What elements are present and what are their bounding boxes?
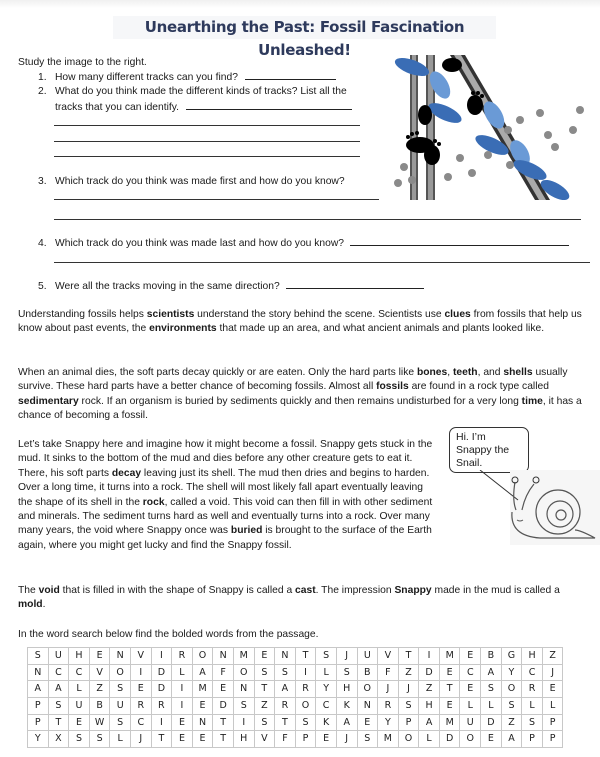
grid-cell[interactable]: T bbox=[439, 681, 460, 698]
bold-word: void bbox=[38, 585, 60, 596]
grid-cell[interactable]: T bbox=[213, 731, 234, 748]
grid-cell[interactable]: L bbox=[460, 698, 481, 715]
grid-cell[interactable]: S bbox=[48, 698, 69, 715]
grid-cell[interactable]: X bbox=[48, 731, 69, 748]
text: , called a void. This void can then fill in with other sediment and minerals. The sediment turns hard as well and eventually turns into a rock. Over many many years, the void where Snappy once was bbox=[18, 496, 433, 537]
grid-cell[interactable]: S bbox=[28, 648, 49, 665]
grid-cell[interactable]: O bbox=[501, 681, 522, 698]
grid-cell[interactable]: S bbox=[295, 714, 316, 731]
bold-word: mold bbox=[18, 599, 43, 611]
text: are found in a rock type called bbox=[408, 381, 549, 393]
grid-cell[interactable]: G bbox=[501, 648, 522, 665]
grid-cell[interactable]: T bbox=[151, 731, 172, 748]
grid-cell[interactable]: S bbox=[501, 698, 522, 715]
grid-cell[interactable]: J bbox=[130, 731, 151, 748]
answer-blank-2a[interactable] bbox=[186, 100, 352, 110]
bold-word: fossils bbox=[376, 381, 409, 393]
text: that is filled in with the shape of Snappy is called a bbox=[59, 585, 296, 596]
grid-cell[interactable]: E bbox=[481, 731, 502, 748]
grid-cell[interactable]: I bbox=[172, 698, 193, 715]
grid-cell[interactable]: A bbox=[28, 681, 49, 698]
question-1 bbox=[38, 70, 336, 85]
text: , it has a chance of becoming a fossil. bbox=[18, 395, 582, 422]
grid-cell[interactable]: L bbox=[481, 698, 502, 715]
grid-cell[interactable]: Z bbox=[89, 681, 110, 698]
grid-cell[interactable]: S bbox=[398, 698, 419, 715]
grid-cell[interactable]: I bbox=[151, 648, 172, 665]
grid-cell[interactable]: N bbox=[275, 648, 296, 665]
grid-cell[interactable]: E bbox=[172, 714, 193, 731]
grid-cell[interactable]: M bbox=[233, 648, 254, 665]
bold-word: teeth bbox=[453, 367, 478, 378]
grid-cell[interactable]: H bbox=[336, 681, 357, 698]
text: , and bbox=[477, 367, 504, 378]
grid-cell[interactable]: P bbox=[522, 731, 543, 748]
bold-word: cast bbox=[295, 585, 316, 596]
grid-cell[interactable]: I bbox=[233, 714, 254, 731]
grid-cell[interactable]: S bbox=[275, 664, 296, 681]
grid-cell[interactable]: A bbox=[275, 681, 296, 698]
grid-cell[interactable]: B bbox=[89, 698, 110, 715]
grid-cell[interactable]: H bbox=[233, 731, 254, 748]
grid-cell[interactable]: P bbox=[398, 714, 419, 731]
grid-cell[interactable]: B bbox=[481, 648, 502, 665]
grid-cell[interactable]: O bbox=[357, 681, 378, 698]
grid-cell[interactable]: W bbox=[89, 714, 110, 731]
grid-cell[interactable]: L bbox=[316, 664, 337, 681]
text: that made up an area, and what ancient animals and plants looked like. bbox=[216, 323, 545, 335]
grid-cell[interactable]: R bbox=[172, 648, 193, 665]
bold-word: shells bbox=[503, 367, 533, 378]
grid-row bbox=[28, 681, 563, 698]
grid-cell[interactable]: N bbox=[110, 648, 131, 665]
grid-cell[interactable]: V bbox=[378, 648, 399, 665]
grid-cell[interactable]: S bbox=[522, 714, 543, 731]
text: , bbox=[447, 367, 453, 378]
grid-cell[interactable]: J bbox=[542, 664, 563, 681]
grid-cell[interactable]: Z bbox=[501, 714, 522, 731]
text: is brought to the surface of the Earth again, where you might get lucky and find the Snappy fossil. bbox=[18, 525, 432, 551]
grid-cell[interactable]: I bbox=[130, 664, 151, 681]
grid-cell[interactable]: S bbox=[69, 731, 90, 748]
grid-cell[interactable]: L bbox=[69, 681, 90, 698]
grid-cell[interactable]: D bbox=[439, 731, 460, 748]
grid-cell[interactable]: O bbox=[192, 648, 213, 665]
text: understand the story behind the scene. Scientists use bbox=[194, 309, 445, 320]
grid-cell[interactable]: L bbox=[419, 731, 440, 748]
text: made in the mud is called a bbox=[431, 585, 560, 596]
grid-cell[interactable]: C bbox=[316, 698, 337, 715]
grid-cell[interactable]: O bbox=[233, 664, 254, 681]
paragraph-cast-mold bbox=[18, 584, 588, 613]
grid-cell[interactable]: M bbox=[192, 681, 213, 698]
answer-line-2c[interactable] bbox=[54, 141, 360, 142]
grid-cell[interactable]: S bbox=[110, 714, 131, 731]
grid-cell[interactable]: E bbox=[192, 731, 213, 748]
grid-cell[interactable]: A bbox=[501, 731, 522, 748]
grid-cell[interactable]: D bbox=[419, 664, 440, 681]
text: Let’s take Snappy here and imagine how it might become a fossil. Snappy gets stuck in the mud. It sinks to the bottom of the mud and dies before any other creature gets to eat it. There, his soft parts bbox=[18, 439, 433, 479]
question-text: How many different tracks can you find? bbox=[55, 72, 238, 83]
grid-cell[interactable]: R bbox=[378, 698, 399, 715]
grid-cell[interactable]: K bbox=[336, 698, 357, 715]
wordsearch-instruction: In the word search below find the bolded words from the passage. bbox=[18, 629, 319, 640]
bold-word: Snappy bbox=[394, 585, 432, 596]
question-4 bbox=[38, 236, 569, 251]
grid-cell[interactable]: E bbox=[69, 714, 90, 731]
grid-cell[interactable]: F bbox=[275, 731, 296, 748]
grid-cell[interactable]: D bbox=[213, 698, 234, 715]
grid-cell[interactable]: L bbox=[522, 698, 543, 715]
grid-cell[interactable]: M bbox=[439, 714, 460, 731]
page-top-shade bbox=[0, 0, 600, 8]
page-title: Unearthing the Past: Fossil Fascination Unleashed! bbox=[113, 16, 496, 39]
grid-cell[interactable]: C bbox=[48, 664, 69, 681]
grid-cell[interactable]: S bbox=[357, 731, 378, 748]
grid-cell[interactable]: V bbox=[130, 648, 151, 665]
grid-cell[interactable]: A bbox=[481, 664, 502, 681]
grid-cell[interactable]: U bbox=[110, 698, 131, 715]
grid-cell[interactable]: R bbox=[151, 698, 172, 715]
answer-blank-5[interactable] bbox=[286, 279, 424, 289]
grid-cell[interactable]: Z bbox=[419, 681, 440, 698]
grid-cell[interactable]: E bbox=[254, 648, 275, 665]
answer-line-3b[interactable] bbox=[54, 219, 581, 220]
grid-cell[interactable]: F bbox=[378, 664, 399, 681]
text: leaving just its shell. The mud then dries and begins to harden. Over a long time, it turns into a rock. The shell will most likely fall apart eventually leaving the shape of its shell in the bbox=[18, 467, 430, 508]
grid-cell[interactable]: V bbox=[254, 731, 275, 748]
grid-cell[interactable]: J bbox=[336, 648, 357, 665]
grid-cell[interactable]: I bbox=[151, 714, 172, 731]
question-2 bbox=[38, 85, 347, 99]
grid-cell[interactable]: S bbox=[336, 664, 357, 681]
grid-cell[interactable]: J bbox=[398, 681, 419, 698]
grid-cell[interactable]: D bbox=[481, 714, 502, 731]
grid-cell[interactable]: L bbox=[110, 731, 131, 748]
answer-line-4b[interactable] bbox=[54, 262, 590, 263]
question-text: Were all the tracks moving in the same direction? bbox=[55, 281, 280, 292]
grid-cell[interactable]: U bbox=[48, 648, 69, 665]
grid-cell[interactable]: T bbox=[398, 648, 419, 665]
grid-cell[interactable]: E bbox=[460, 648, 481, 665]
grid-cell[interactable]: P bbox=[295, 731, 316, 748]
grid-cell[interactable]: L bbox=[542, 698, 563, 715]
grid-row bbox=[28, 714, 563, 731]
answer-line-3a[interactable] bbox=[54, 199, 379, 200]
grid-cell[interactable]: H bbox=[522, 648, 543, 665]
grid-cell[interactable]: A bbox=[48, 681, 69, 698]
grid-cell[interactable]: E bbox=[460, 681, 481, 698]
grid-cell[interactable]: N bbox=[213, 648, 234, 665]
bold-word: clues bbox=[444, 309, 471, 320]
grid-cell[interactable]: E bbox=[439, 664, 460, 681]
grid-cell[interactable]: R bbox=[295, 681, 316, 698]
grid-cell[interactable]: H bbox=[419, 698, 440, 715]
grid-cell[interactable]: J bbox=[336, 731, 357, 748]
grid-cell[interactable]: P bbox=[28, 714, 49, 731]
grid-cell[interactable]: N bbox=[192, 714, 213, 731]
grid-cell[interactable]: U bbox=[460, 714, 481, 731]
grid-cell[interactable]: P bbox=[542, 731, 563, 748]
grid-cell[interactable]: D bbox=[151, 681, 172, 698]
bold-word: environments bbox=[149, 323, 217, 335]
intro-text: Study the image to the right. bbox=[18, 57, 147, 68]
grid-cell[interactable]: U bbox=[69, 698, 90, 715]
grid-cell[interactable]: R bbox=[522, 681, 543, 698]
answer-line-2b[interactable] bbox=[54, 125, 360, 126]
grid-cell[interactable]: E bbox=[192, 698, 213, 715]
text: usually survive. These hard parts have a better chance of becoming fossils. Almost all bbox=[18, 367, 568, 393]
grid-cell[interactable]: O bbox=[295, 698, 316, 715]
paragraph-scientists bbox=[18, 308, 588, 337]
text: . The impression bbox=[315, 585, 395, 596]
grid-cell[interactable]: E bbox=[316, 731, 337, 748]
snail-illustration bbox=[470, 470, 600, 550]
grid-cell[interactable]: Y bbox=[316, 681, 337, 698]
grid-cell[interactable]: R bbox=[275, 698, 296, 715]
grid-cell[interactable]: T bbox=[213, 714, 234, 731]
bold-word: time bbox=[521, 395, 543, 407]
grid-cell[interactable]: E bbox=[357, 714, 378, 731]
grid-cell[interactable]: T bbox=[275, 714, 296, 731]
grid-cell[interactable]: N bbox=[357, 698, 378, 715]
grid-cell[interactable]: Y bbox=[378, 714, 399, 731]
bold-word: sedimentary bbox=[18, 395, 79, 407]
grid-cell[interactable]: D bbox=[151, 664, 172, 681]
question-text: What do you think made the different kinds of tracks? List all the bbox=[55, 86, 347, 97]
grid-cell[interactable]: E bbox=[89, 648, 110, 665]
grid-cell[interactable]: F bbox=[213, 664, 234, 681]
grid-cell[interactable]: U bbox=[357, 648, 378, 665]
grid-cell[interactable]: E bbox=[130, 681, 151, 698]
grid-cell[interactable]: H bbox=[69, 648, 90, 665]
grid-cell[interactable]: S bbox=[316, 648, 337, 665]
paragraph-animal-dies bbox=[18, 366, 588, 424]
bold-word: buried bbox=[230, 525, 263, 537]
grid-cell[interactable]: T bbox=[48, 714, 69, 731]
grid-cell[interactable]: P bbox=[28, 698, 49, 715]
grid-row bbox=[28, 698, 563, 715]
grid-cell[interactable]: K bbox=[316, 714, 337, 731]
grid-cell[interactable]: C bbox=[522, 664, 543, 681]
grid-cell[interactable]: M bbox=[439, 648, 460, 665]
grid-cell[interactable]: S bbox=[481, 681, 502, 698]
question-number: 2. bbox=[38, 86, 47, 97]
grid-cell[interactable]: C bbox=[460, 664, 481, 681]
grid-cell[interactable]: E bbox=[542, 681, 563, 698]
speech-bubble: Hi. I’m Snappy the Snail. bbox=[449, 427, 529, 473]
grid-cell[interactable]: I bbox=[172, 681, 193, 698]
text: . bbox=[42, 599, 46, 611]
grid-cell[interactable]: R bbox=[130, 698, 151, 715]
grid-cell[interactable]: E bbox=[439, 698, 460, 715]
text: rock. If an organism is buried by sediments quickly and then remains undisturbed for a very long bbox=[78, 395, 522, 407]
bold-word: scientists bbox=[146, 309, 195, 320]
question-2-cont bbox=[55, 100, 352, 115]
text: from fossils that help us know about past events, the bbox=[18, 309, 582, 335]
grid-cell[interactable]: B bbox=[357, 664, 378, 681]
grid-cell[interactable]: E bbox=[172, 731, 193, 748]
question-number: 3. bbox=[38, 176, 47, 187]
question-3 bbox=[38, 175, 345, 189]
grid-cell[interactable]: A bbox=[336, 714, 357, 731]
question-5 bbox=[38, 279, 424, 294]
question-number: 5. bbox=[38, 281, 47, 292]
bold-word: rock bbox=[142, 496, 165, 508]
grid-cell[interactable]: A bbox=[419, 714, 440, 731]
grid-cell[interactable]: L bbox=[172, 664, 193, 681]
grid-cell[interactable]: S bbox=[89, 731, 110, 748]
question-number: 4. bbox=[38, 238, 47, 249]
question-text: Which track do you think was made first and how do you know? bbox=[55, 176, 345, 187]
grid-cell[interactable]: Z bbox=[542, 648, 563, 665]
paragraph-snappy bbox=[18, 438, 438, 553]
answer-blank-4a[interactable] bbox=[350, 236, 569, 246]
text: The bbox=[18, 585, 39, 596]
grid-cell[interactable]: T bbox=[254, 681, 275, 698]
bold-word: bones bbox=[416, 367, 448, 378]
grid-cell[interactable]: T bbox=[295, 648, 316, 665]
grid-cell[interactable]: V bbox=[89, 664, 110, 681]
grid-cell[interactable]: S bbox=[254, 664, 275, 681]
grid-cell[interactable]: N bbox=[28, 664, 49, 681]
answer-blank-1[interactable] bbox=[245, 70, 336, 80]
answer-line-2d[interactable] bbox=[54, 156, 360, 157]
bold-word: decay bbox=[111, 467, 142, 479]
grid-cell[interactable]: O bbox=[460, 731, 481, 748]
grid-cell[interactable]: N bbox=[233, 681, 254, 698]
footprint-tracks-image bbox=[390, 55, 590, 200]
grid-cell[interactable]: J bbox=[378, 681, 399, 698]
grid-cell[interactable]: O bbox=[398, 731, 419, 748]
grid-cell[interactable]: O bbox=[110, 664, 131, 681]
grid-cell[interactable]: I bbox=[419, 648, 440, 665]
grid-cell[interactable]: I bbox=[295, 664, 316, 681]
question-text: tracks that you can identify. bbox=[55, 102, 180, 113]
grid-cell[interactable]: S bbox=[110, 681, 131, 698]
grid-cell[interactable]: Y bbox=[28, 731, 49, 748]
grid-row bbox=[28, 731, 563, 748]
question-text: Which track do you think was made last and how do you know? bbox=[55, 238, 345, 249]
grid-row bbox=[28, 664, 563, 681]
word-search-grid bbox=[27, 647, 563, 748]
grid-cell[interactable]: Z bbox=[254, 698, 275, 715]
grid-cell[interactable]: P bbox=[542, 714, 563, 731]
grid-cell[interactable]: C bbox=[130, 714, 151, 731]
grid-cell[interactable]: M bbox=[378, 731, 399, 748]
grid-cell[interactable]: A bbox=[192, 664, 213, 681]
text: When an animal dies, the soft parts decay quickly or are eaten. Only the hard parts like bbox=[18, 367, 417, 378]
question-number: 1. bbox=[38, 72, 47, 83]
grid-cell[interactable]: C bbox=[69, 664, 90, 681]
grid-cell[interactable]: E bbox=[213, 681, 234, 698]
text: Understanding fossils helps bbox=[18, 309, 147, 320]
grid-cell[interactable]: S bbox=[254, 714, 275, 731]
grid-row bbox=[28, 648, 563, 665]
grid-cell[interactable]: Y bbox=[501, 664, 522, 681]
grid-cell[interactable]: Z bbox=[398, 664, 419, 681]
grid-cell[interactable]: S bbox=[233, 698, 254, 715]
